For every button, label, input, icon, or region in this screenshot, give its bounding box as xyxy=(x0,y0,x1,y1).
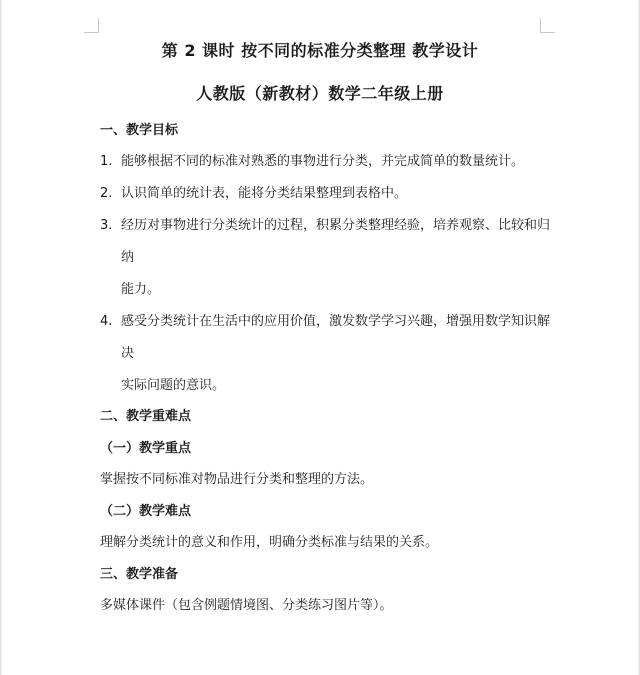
focus-text: 掌握按不同标准对物品进行分类和整理的方法。 xyxy=(100,472,374,487)
crop-mark-top-right xyxy=(540,18,555,33)
list-item-text: 认识简单的统计表，能将分类结果整理到表格中。 xyxy=(121,186,408,201)
list-item-number: 2. xyxy=(100,186,113,201)
list-item-text: 能够根据不同的标准对熟悉的事物进行分类，并完成简单的数量统计。 xyxy=(121,154,525,169)
crop-mark-top-left xyxy=(84,18,99,33)
document-subtitle: 人教版（新教材）数学二年级上册 xyxy=(196,84,444,103)
list-item-number: 4. xyxy=(100,314,113,329)
document-title: 第 2 课时 按不同的标准分类整理 教学设计 xyxy=(161,41,479,60)
sub-heading-difficulty: （二）教学难点 xyxy=(100,504,192,519)
list-item-number: 1. xyxy=(100,154,113,169)
list-item xyxy=(100,306,550,402)
list-item-number: 3. xyxy=(100,218,113,233)
list-item-text-line2: 能力。 xyxy=(121,282,161,297)
sub-heading-focus: （一）教学重点 xyxy=(100,441,192,456)
list-item xyxy=(100,210,550,306)
section-heading-objectives: 一、教学目标 xyxy=(100,123,179,138)
objectives-list xyxy=(100,146,550,402)
section-heading-preparation: 三、教学准备 xyxy=(100,567,179,582)
list-item xyxy=(100,146,550,178)
list-item-text-line2: 实际问题的意识。 xyxy=(121,378,226,393)
difficulty-text: 理解分类统计的意义和作用，明确分类标准与结果的关系。 xyxy=(100,535,439,550)
list-item xyxy=(100,178,550,210)
list-item-text-line1: 经历对事物进行分类统计的过程，积累分类整理经验，培养观察、比较和归纳 xyxy=(121,218,551,265)
preparation-text: 多媒体课件（包含例题情境图、分类练习图片等）。 xyxy=(100,598,393,613)
section-heading-key-points: 二、教学重难点 xyxy=(100,409,192,424)
document-body xyxy=(100,122,550,616)
list-item-text-line1: 感受分类统计在生活中的应用价值，激发数学学习兴趣，增强用数学知识解决 xyxy=(121,314,551,361)
